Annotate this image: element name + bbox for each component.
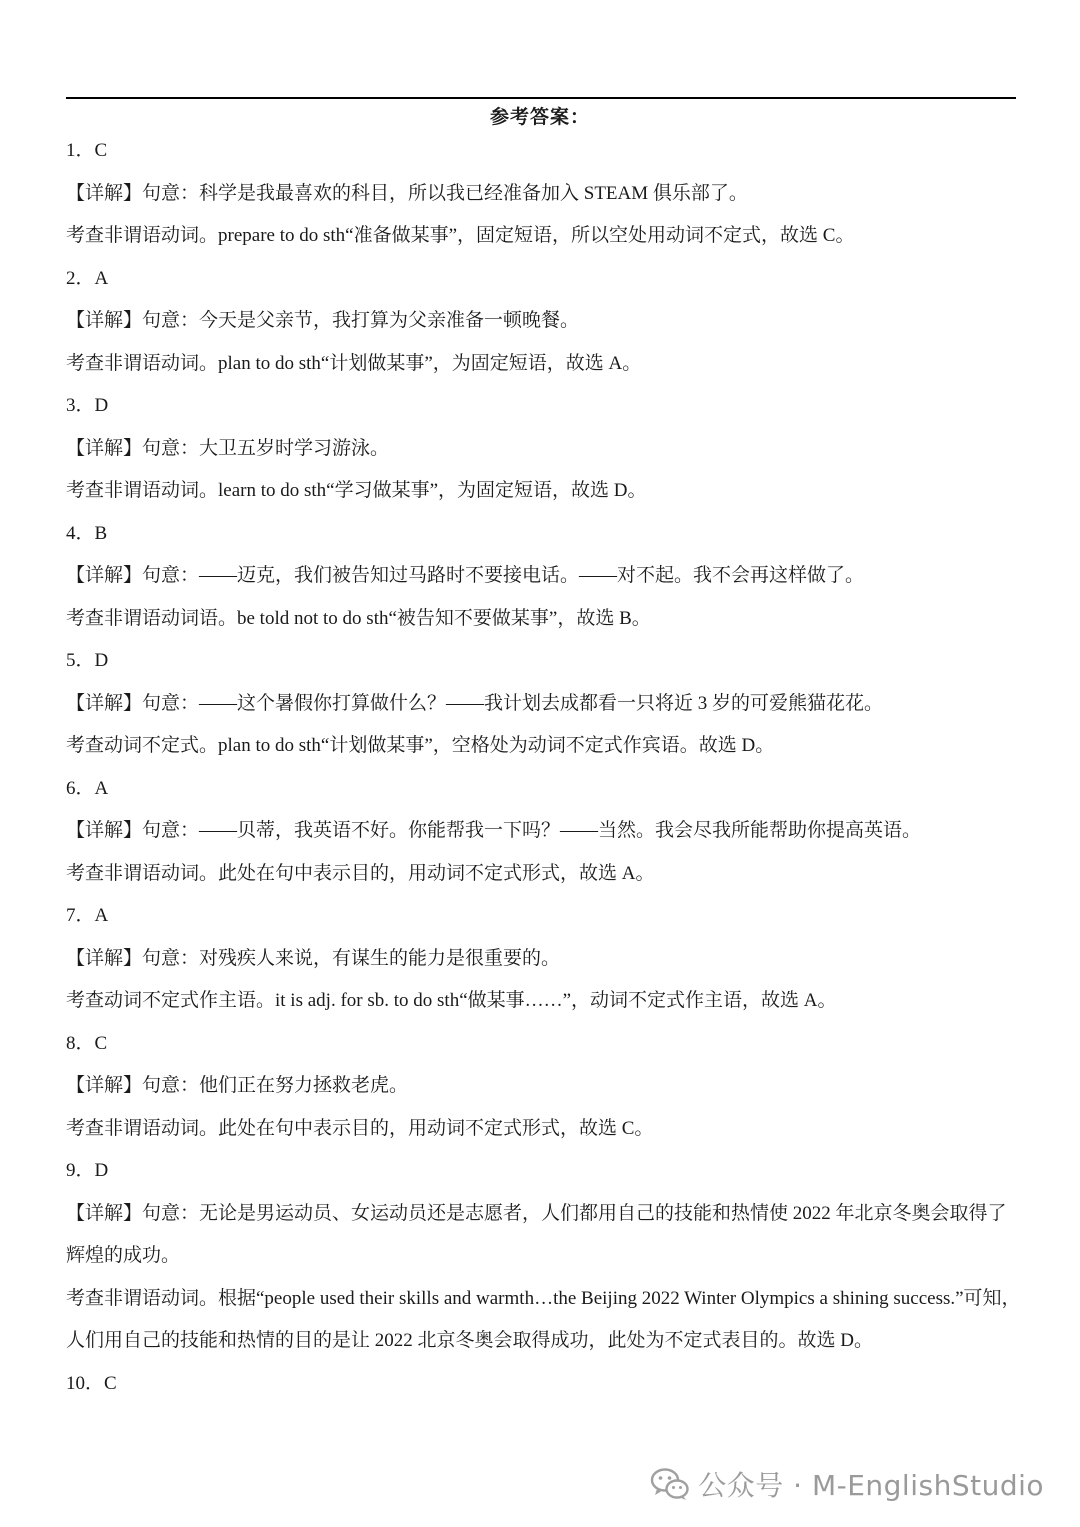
answer-item-10 [66, 1363, 1016, 1406]
answer-label: 9．D [66, 1160, 109, 1181]
explanation: 【详解】句意：——这个暑假你打算做什么？——我计划去成都看一只将近 3 岁的可爱熊猫花花。 [66, 692, 884, 714]
explanation-continued: 辉煌的成功。 [66, 1245, 181, 1266]
answer-item-1 [66, 130, 1016, 258]
explanation: 【详解】句意：对残疾人来说，有谋生的能力是很重要的。 [66, 947, 561, 969]
analysis: 考查非谓语动词。prepare to do sth“准备做某事”，固定短语，所以空处用动词不定式，故选 C。 [66, 225, 855, 246]
watermark [650, 1462, 1044, 1506]
answer-label: 2．A [66, 267, 109, 289]
header-rule [66, 97, 1016, 99]
answer-label: 10．C [66, 1372, 117, 1394]
answer-item-7 [66, 895, 1016, 1023]
answer-item-3 [66, 385, 1016, 513]
analysis: 考查非谓语动词。plan to do sth“计划做某事”，为固定短语，故选 A。 [66, 352, 642, 374]
answer-label: 7．A [66, 905, 109, 926]
analysis: 考查动词不定式。plan to do sth“计划做某事”，空格处为动词不定式作宾语。故选 D。 [66, 735, 775, 756]
wechat-icon [650, 1467, 690, 1501]
answer-item-9 [66, 1150, 1021, 1363]
answer-label: 8．C [66, 1032, 108, 1054]
answer-list [66, 130, 1021, 1405]
answer-label: 1．C [66, 140, 108, 161]
answer-item-4 [66, 513, 1016, 641]
explanation: 【详解】句意：他们正在努力拯救老虎。 [66, 1075, 409, 1096]
analysis: 考查非谓语动词。learn to do sth“学习做某事”，为固定短语，故选 D。 [66, 480, 647, 501]
watermark-text: 公众号 · M-EnglishStudio [698, 1469, 1044, 1502]
analysis: 考查动词不定式作主语。it is adj. for sb. to do sth“做某事……”，动词不定式作主语，故选 A。 [66, 990, 837, 1011]
answer-label: 4．B [66, 522, 108, 544]
analysis: 考查非谓语动词。根据“people used their skills and warmth…the Beijing 2022 Winter Olympics a shining success.”可知， [66, 1287, 1021, 1309]
page-title: 参考答案： [489, 107, 590, 128]
answer-label: 5．D [66, 650, 109, 671]
explanation: 【详解】句意：——迈克，我们被告知过马路时不要接电话。——对不起。我不会再这样做了。 [66, 565, 865, 586]
explanation: 【详解】句意：今天是父亲节，我打算为父亲准备一顿晚餐。 [66, 310, 580, 331]
answer-label: 3．D [66, 395, 109, 416]
explanation: 【详解】句意：科学是我最喜欢的科目，所以我已经准备加入 STEAM 俱乐部了。 [66, 182, 748, 204]
analysis: 考查非谓语动词。此处在句中表示目的，用动词不定式形式，故选 C。 [66, 1117, 654, 1139]
answer-item-5 [66, 640, 1016, 768]
analysis-continued: 人们用自己的技能和热情的目的是让 2022 北京冬奥会取得成功，此处为不定式表目的。故选 D。 [66, 1330, 873, 1351]
answer-item-6 [66, 768, 1016, 896]
analysis: 考查非谓语动词。此处在句中表示目的，用动词不定式形式，故选 A。 [66, 862, 655, 884]
explanation: 【详解】句意：——贝蒂，我英语不好。你能帮我一下吗？——当然。我会尽我所能帮助你提高英语。 [66, 820, 922, 841]
answer-item-8 [66, 1023, 1016, 1151]
explanation: 【详解】句意：大卫五岁时学习游泳。 [66, 437, 390, 459]
explanation: 【详解】句意：无论是男运动员、女运动员还是志愿者，人们都用自己的技能和热情使 2022 年北京冬奥会取得了 [66, 1202, 1007, 1224]
analysis: 考查非谓语动词语。be told not to do sth“被告知不要做某事”，故选 B。 [66, 607, 651, 629]
answer-item-2 [66, 258, 1016, 386]
answer-label: 6．A [66, 777, 109, 799]
